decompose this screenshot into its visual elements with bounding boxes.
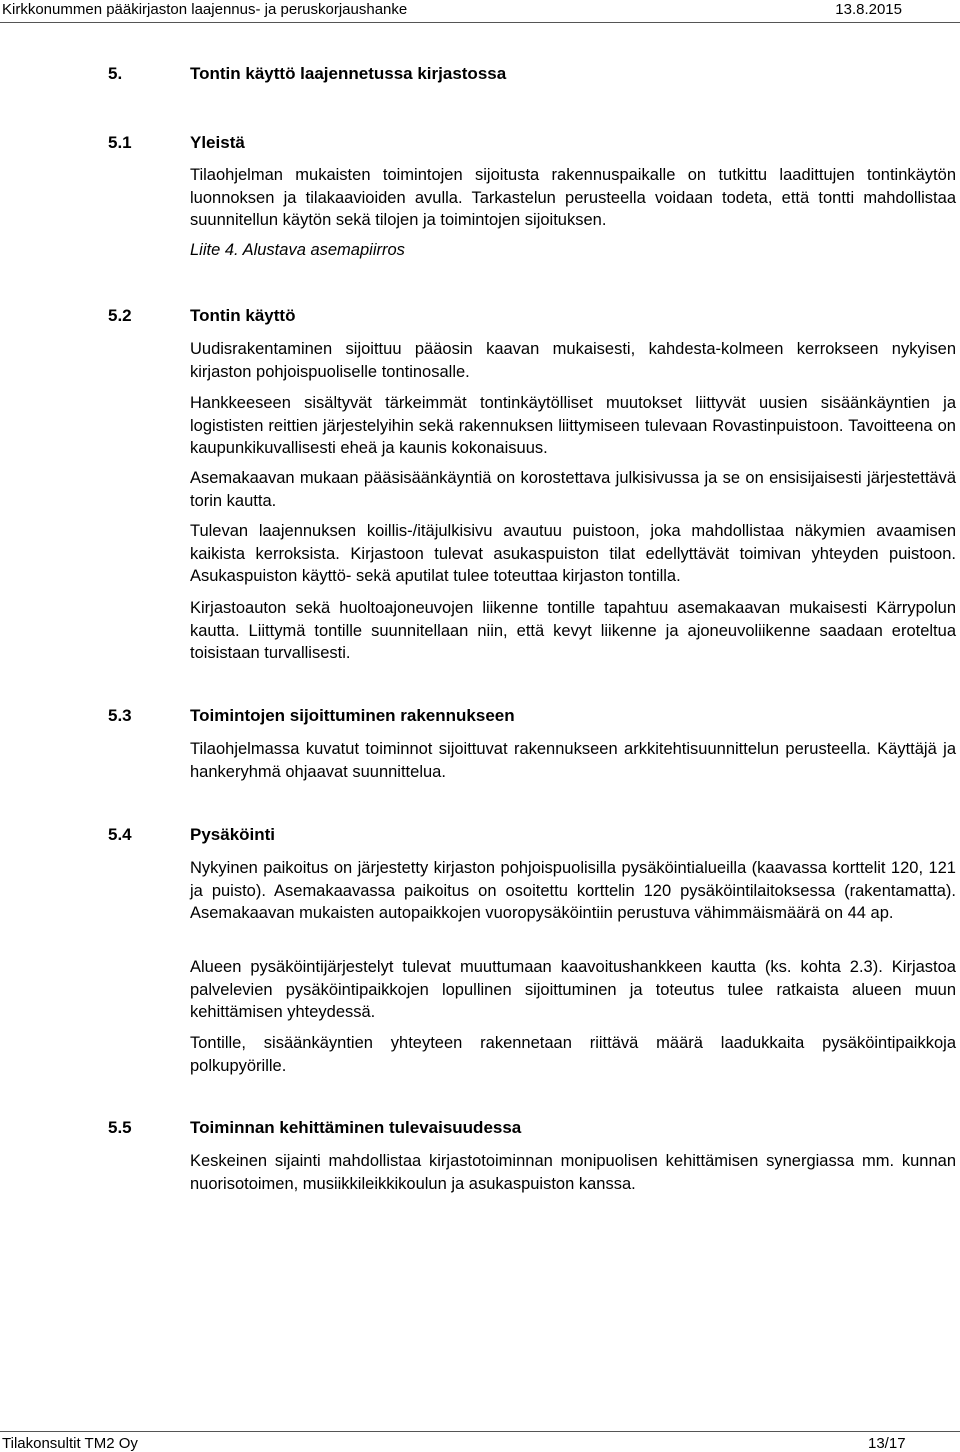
section-number-5-1: 5.1 bbox=[108, 133, 132, 152]
header-date: 13.8.2015 bbox=[835, 1, 902, 18]
page-header bbox=[0, 0, 960, 23]
section-5-2-paragraph-4: Tulevan laajennuksen koillis-/itäjulkisivu avautuu puistoon, joka mahdollistaa näkymien avaamisen kaikista kerroksista. Kirjastoon tulevat asukaspuiston tilat edellyttävät toimivan yhteyden puistoon. Asukaspuiston käyttö- sekä aputilat tulee toteuttaa kirjaston tontilla. bbox=[190, 522, 956, 585]
section-title-5-3: Toimintojen sijoittuminen rakennukseen bbox=[190, 706, 515, 725]
section-5-1-paragraph: Tilaohjelman mukaisten toimintojen sijoitusta rakennuspaikalle on tutkittu laadittujen tontinkäytön luonnoksen ja tilakaavioiden avulla. Tarkastelun perusteella voidaan todeta, että tontti mahdollistaa suunnitellun käytön sekä tilojen ja toimintojen sijoituksen. bbox=[190, 166, 956, 229]
section-5-2-paragraph-5: Kirjastoauton sekä huoltoajoneuvojen liikenne tontille tapahtuu asemakaavan mukaisesti Kärrypolun kautta. Liittymä tontille suunnitellaan niin, että kevyt liikenne ja ajoneuvoliikenne saadaan eroteltua toisistaan turvallisesti. bbox=[190, 599, 956, 662]
section-title-5-5: Toiminnan kehittäminen tulevaisuudessa bbox=[190, 1118, 522, 1137]
section-number-5-5: 5.5 bbox=[108, 1118, 132, 1137]
chapter-title: Tontin käyttö laajennetussa kirjastossa bbox=[190, 64, 507, 83]
section-5-5-paragraph: Keskeinen sijainti mahdollistaa kirjastotoiminnan monipuolisen kehittämisen synergiassa mm. kunnan nuorisotoimen, musiikkileikkikoulun ja asukaspuiston kanssa. bbox=[190, 1152, 956, 1193]
page-footer bbox=[0, 1431, 960, 1452]
section-5-2-paragraph-1: Uudisrakentaminen sijoittuu pääosin kaavan mukaisesti, kahdesta-kolmeen kerrokseen nykyisen kirjaston pohjoispuoliselle tontinosalle. bbox=[190, 340, 956, 381]
section-5-4-paragraph-1: Nykyinen paikoitus on järjestetty kirjaston pohjoispuolisilla pysäköintialueilla (kaavassa korttelit 120, 121 ja puisto). Asemakaavassa paikoitus on osoitettu korttelin 120 pysäköintilaitoksessa (rakentamatta). Asemakaavan mukaisten autopaikkojen vuoropysäköintiin perustuva vähimmäismäärä on 44 ap. bbox=[190, 859, 956, 922]
section-title-5-1: Yleistä bbox=[190, 133, 245, 152]
section-title-5-4: Pysäköinti bbox=[190, 825, 276, 844]
section-number-5-3: 5.3 bbox=[108, 706, 132, 725]
footer-company: Tilakonsultit TM2 Oy bbox=[2, 1435, 138, 1452]
attachment-reference: Liite 4. Alustava asemapiirros bbox=[190, 241, 405, 259]
section-5-4-paragraph-2: Alueen pysäköintijärjestelyt tulevat muuttumaan kaavoitushankkeen kautta (ks. kohta 2.3). Kirjastoa palvelevien pysäköintipaikkojen lopullinen sijoittuminen ja toteutus tulee ratkaista alueen muun kehittämisen yhteydessä. bbox=[190, 958, 956, 1021]
section-number-5-4: 5.4 bbox=[108, 825, 132, 844]
chapter-number: 5. bbox=[108, 64, 123, 83]
section-title-5-2: Tontin käyttö bbox=[190, 306, 296, 325]
page-number: 13/17 bbox=[868, 1435, 906, 1452]
section-5-3-paragraph: Tilaohjelmassa kuvatut toiminnot sijoittuvat rakennukseen arkkitehtisuunnittelun perusteella. Käyttäjä ja hankeryhmä ohjaavat suunnittelua. bbox=[190, 740, 956, 781]
section-5-2-paragraph-3: Asemakaavan mukaan pääsisäänkäyntiä on korostettava julkisivussa ja se on ensisijaisesti järjestettävä torin kautta. bbox=[190, 469, 956, 510]
section-5-2-paragraph-2: Hankkeeseen sisältyvät tärkeimmät tontinkäytölliset muutokset liittyvät uusien sisäänkäyntien ja logististen reittien järjestelyihin sekä rakennuksen liittymiseen tulevaan Rovastinpuistoon. Tavoitteena on kaupunkikuvallisesti eheä ja kaunis kokonaisuus. bbox=[190, 394, 956, 457]
section-5-4-paragraph-3: Tontille, sisäänkäyntien yhteyteen rakennetaan riittävä määrä laadukkaita pysäköintipaikkoja polkupyörille. bbox=[190, 1034, 956, 1075]
header-title: Kirkkonummen pääkirjaston laajennus- ja peruskorjaushanke bbox=[2, 1, 408, 18]
section-number-5-2: 5.2 bbox=[108, 306, 132, 325]
